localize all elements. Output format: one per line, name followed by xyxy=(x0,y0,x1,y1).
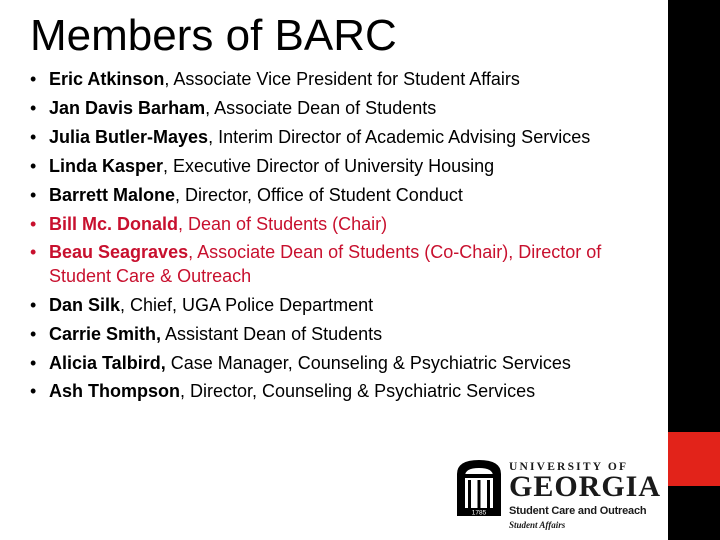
bullet-icon: • xyxy=(30,97,37,118)
bullet-icon: • xyxy=(30,242,37,263)
logo-georgia: GEORGIA xyxy=(509,470,662,503)
bullet-icon: • xyxy=(30,213,37,234)
sidebar-red-accent xyxy=(668,432,720,486)
member-role: Assistant Dean of Students xyxy=(161,323,383,344)
arch-icon xyxy=(455,458,503,518)
bullet-icon: • xyxy=(30,294,37,315)
logo-university-of: UNIVERSITY OF xyxy=(509,461,629,473)
member-role: , Associate Dean of Students (Co-Chair), Director of Student Care & Outreach xyxy=(49,242,602,286)
bullet-icon: • xyxy=(30,126,37,147)
bullet-icon: • xyxy=(30,381,37,402)
member-name: Bill Mc. Donald xyxy=(49,213,179,234)
logo-year: 1785 xyxy=(471,509,487,517)
list-item xyxy=(30,241,660,288)
list-item xyxy=(30,352,660,375)
member-role: , Director, Counseling & Psychiatric Services xyxy=(180,381,536,402)
members-list xyxy=(30,68,660,404)
list-item xyxy=(30,213,660,236)
member-name: Julia Butler-Mayes xyxy=(49,126,209,147)
member-role: , Chief, UGA Police Department xyxy=(120,294,374,315)
list-item xyxy=(30,294,660,317)
member-name: Ash Thompson xyxy=(49,381,180,402)
list-item xyxy=(30,380,660,403)
member-role: , Director, Office of Student Conduct xyxy=(175,184,463,205)
member-role: , Interim Director of Academic Advising Services xyxy=(208,126,591,147)
bullet-icon: • xyxy=(30,69,37,89)
list-item xyxy=(30,97,660,120)
member-name: Alicia Talbird, xyxy=(49,352,166,373)
member-name: Dan Silk xyxy=(49,294,121,315)
sidebar-black-bottom xyxy=(668,486,720,540)
logo-division-name: Student Affairs xyxy=(509,520,566,530)
member-name: Beau Seagraves xyxy=(49,242,189,263)
member-name: Linda Kasper xyxy=(49,155,164,176)
member-name: Barrett Malone xyxy=(49,184,176,205)
member-name: Eric Atkinson xyxy=(49,69,165,89)
member-role: , Executive Director of University Housing xyxy=(163,155,495,176)
bullet-icon: • xyxy=(30,323,37,344)
list-item xyxy=(30,68,660,91)
member-role: , Associate Vice President for Student Affairs xyxy=(164,69,520,89)
member-name: Jan Davis Barham xyxy=(49,97,206,118)
list-item xyxy=(30,184,660,207)
member-role: , Associate Dean of Students xyxy=(205,97,437,118)
logo-unit-name: Student Care and Outreach xyxy=(509,505,647,517)
bullet-icon: • xyxy=(30,155,37,176)
list-item xyxy=(30,126,660,149)
bullet-icon: • xyxy=(30,184,37,205)
uga-logo xyxy=(455,458,660,530)
slide-title: Members of BARC xyxy=(30,11,397,60)
member-name: Carrie Smith, xyxy=(49,323,162,344)
member-role: , Dean of Students (Chair) xyxy=(178,213,388,234)
list-item xyxy=(30,155,660,178)
bullet-icon: • xyxy=(30,352,37,373)
sidebar-black-top xyxy=(668,0,720,432)
member-role: Case Manager, Counseling & Psychiatric Services xyxy=(165,352,571,373)
list-item xyxy=(30,323,660,346)
